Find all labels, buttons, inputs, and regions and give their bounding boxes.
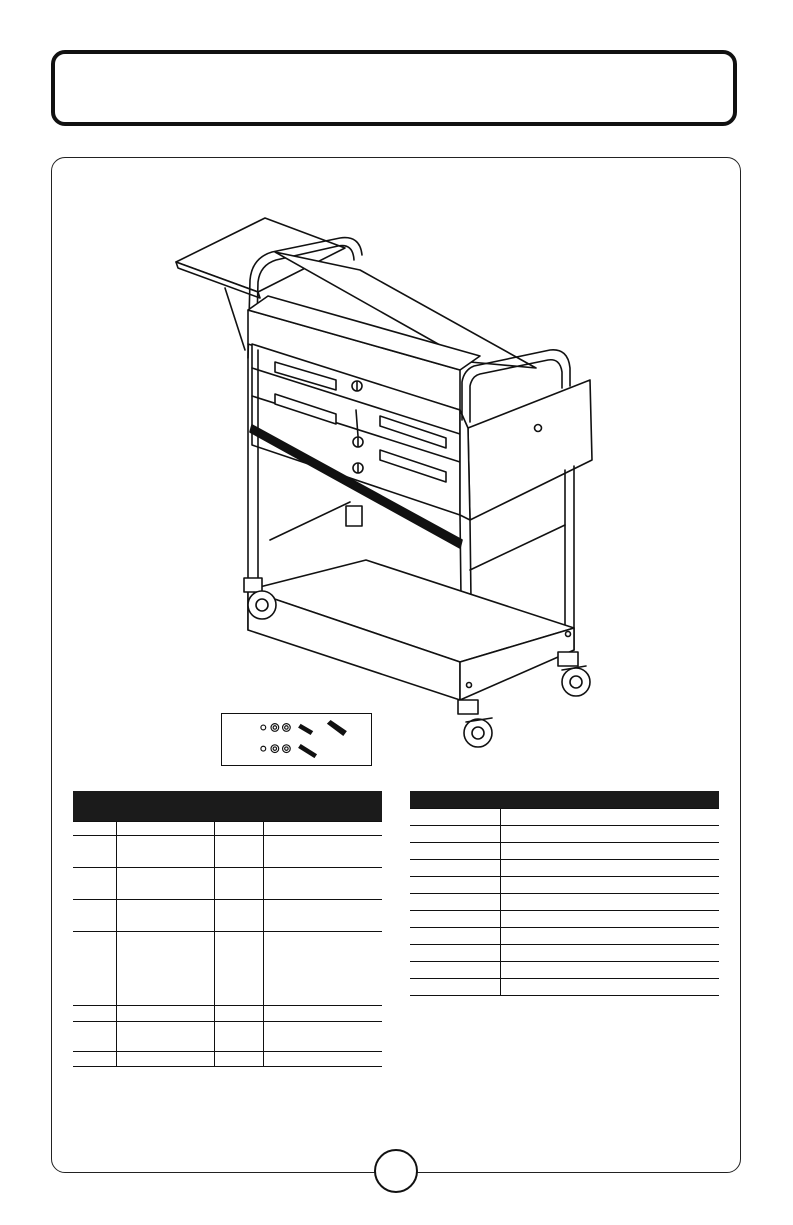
table-cell <box>73 1005 116 1021</box>
table-cell <box>501 825 720 842</box>
table-row <box>410 842 719 859</box>
table-cell <box>410 876 501 893</box>
table-cell <box>116 1051 214 1066</box>
page-number-badge <box>374 1149 418 1193</box>
table-cell <box>410 808 501 825</box>
table-cell <box>214 867 263 899</box>
bolt-icon <box>299 725 312 735</box>
table-cell <box>116 867 214 899</box>
washer-icon <box>283 724 291 732</box>
table-row <box>73 899 382 931</box>
table-cell <box>73 899 116 931</box>
table-cell <box>501 859 720 876</box>
table-cell <box>116 899 214 931</box>
table-row <box>73 835 382 867</box>
table-cell <box>214 1005 263 1021</box>
tool-cart-illustration <box>170 210 600 755</box>
page-title-box <box>51 50 737 126</box>
screw-icon <box>328 721 346 735</box>
table-cell <box>410 927 501 944</box>
table-cell <box>410 893 501 910</box>
table-cell <box>501 910 720 927</box>
table-row <box>410 910 719 927</box>
table-cell <box>73 1051 116 1066</box>
table-row <box>73 867 382 899</box>
table-cell <box>501 893 720 910</box>
table-header <box>410 791 719 808</box>
washer-icon <box>283 745 291 753</box>
table-cell <box>73 867 116 899</box>
table-cell <box>501 876 720 893</box>
table-cell <box>214 931 263 1005</box>
bolt-icon <box>299 745 316 758</box>
table-cell <box>116 1021 214 1051</box>
table-row <box>410 961 719 978</box>
hardware-kit-box <box>221 713 372 766</box>
washer-icon <box>271 745 279 753</box>
table-cell <box>214 1051 263 1066</box>
table-cell <box>214 835 263 867</box>
table-cell <box>73 835 116 867</box>
table-cell <box>410 910 501 927</box>
table-cell <box>410 842 501 859</box>
table-cell <box>501 842 720 859</box>
table-cell <box>410 961 501 978</box>
table-cell <box>501 927 720 944</box>
table-cell <box>410 978 501 995</box>
table-cell <box>410 944 501 961</box>
table-cell <box>263 821 382 835</box>
table-cell <box>501 978 720 995</box>
table-cell <box>501 961 720 978</box>
table-row <box>410 978 719 995</box>
washer-icon <box>271 724 279 732</box>
parts-table-left <box>73 791 382 1067</box>
parts-table-right <box>410 791 719 996</box>
table-cell <box>116 835 214 867</box>
table-row <box>410 893 719 910</box>
table-cell <box>214 821 263 835</box>
table-row <box>410 944 719 961</box>
table-row <box>410 927 719 944</box>
table-cell <box>73 821 116 835</box>
table-row <box>73 1021 382 1051</box>
table-row <box>73 931 382 1005</box>
table-cell <box>501 808 720 825</box>
table-cell <box>214 899 263 931</box>
table-cell <box>263 867 382 899</box>
table-row <box>410 876 719 893</box>
table-row <box>73 821 382 835</box>
table-cell <box>410 859 501 876</box>
table-row <box>410 808 719 825</box>
table-cell <box>116 1005 214 1021</box>
table-row <box>410 825 719 842</box>
table-row <box>73 1051 382 1066</box>
table-cell <box>263 931 382 1005</box>
table-cell <box>263 899 382 931</box>
table-row <box>73 1005 382 1021</box>
table-cell <box>263 835 382 867</box>
table-cell <box>501 944 720 961</box>
nut-icon <box>261 746 266 751</box>
table-row <box>410 859 719 876</box>
table-cell <box>263 1005 382 1021</box>
table-cell <box>73 931 116 1005</box>
table-header <box>73 791 382 821</box>
table-cell <box>263 1051 382 1066</box>
table-cell <box>116 821 214 835</box>
table-cell <box>214 1021 263 1051</box>
table-cell <box>116 931 214 1005</box>
table-cell <box>73 1021 116 1051</box>
table-cell <box>263 1021 382 1051</box>
nut-icon <box>261 725 266 730</box>
table-cell <box>410 825 501 842</box>
